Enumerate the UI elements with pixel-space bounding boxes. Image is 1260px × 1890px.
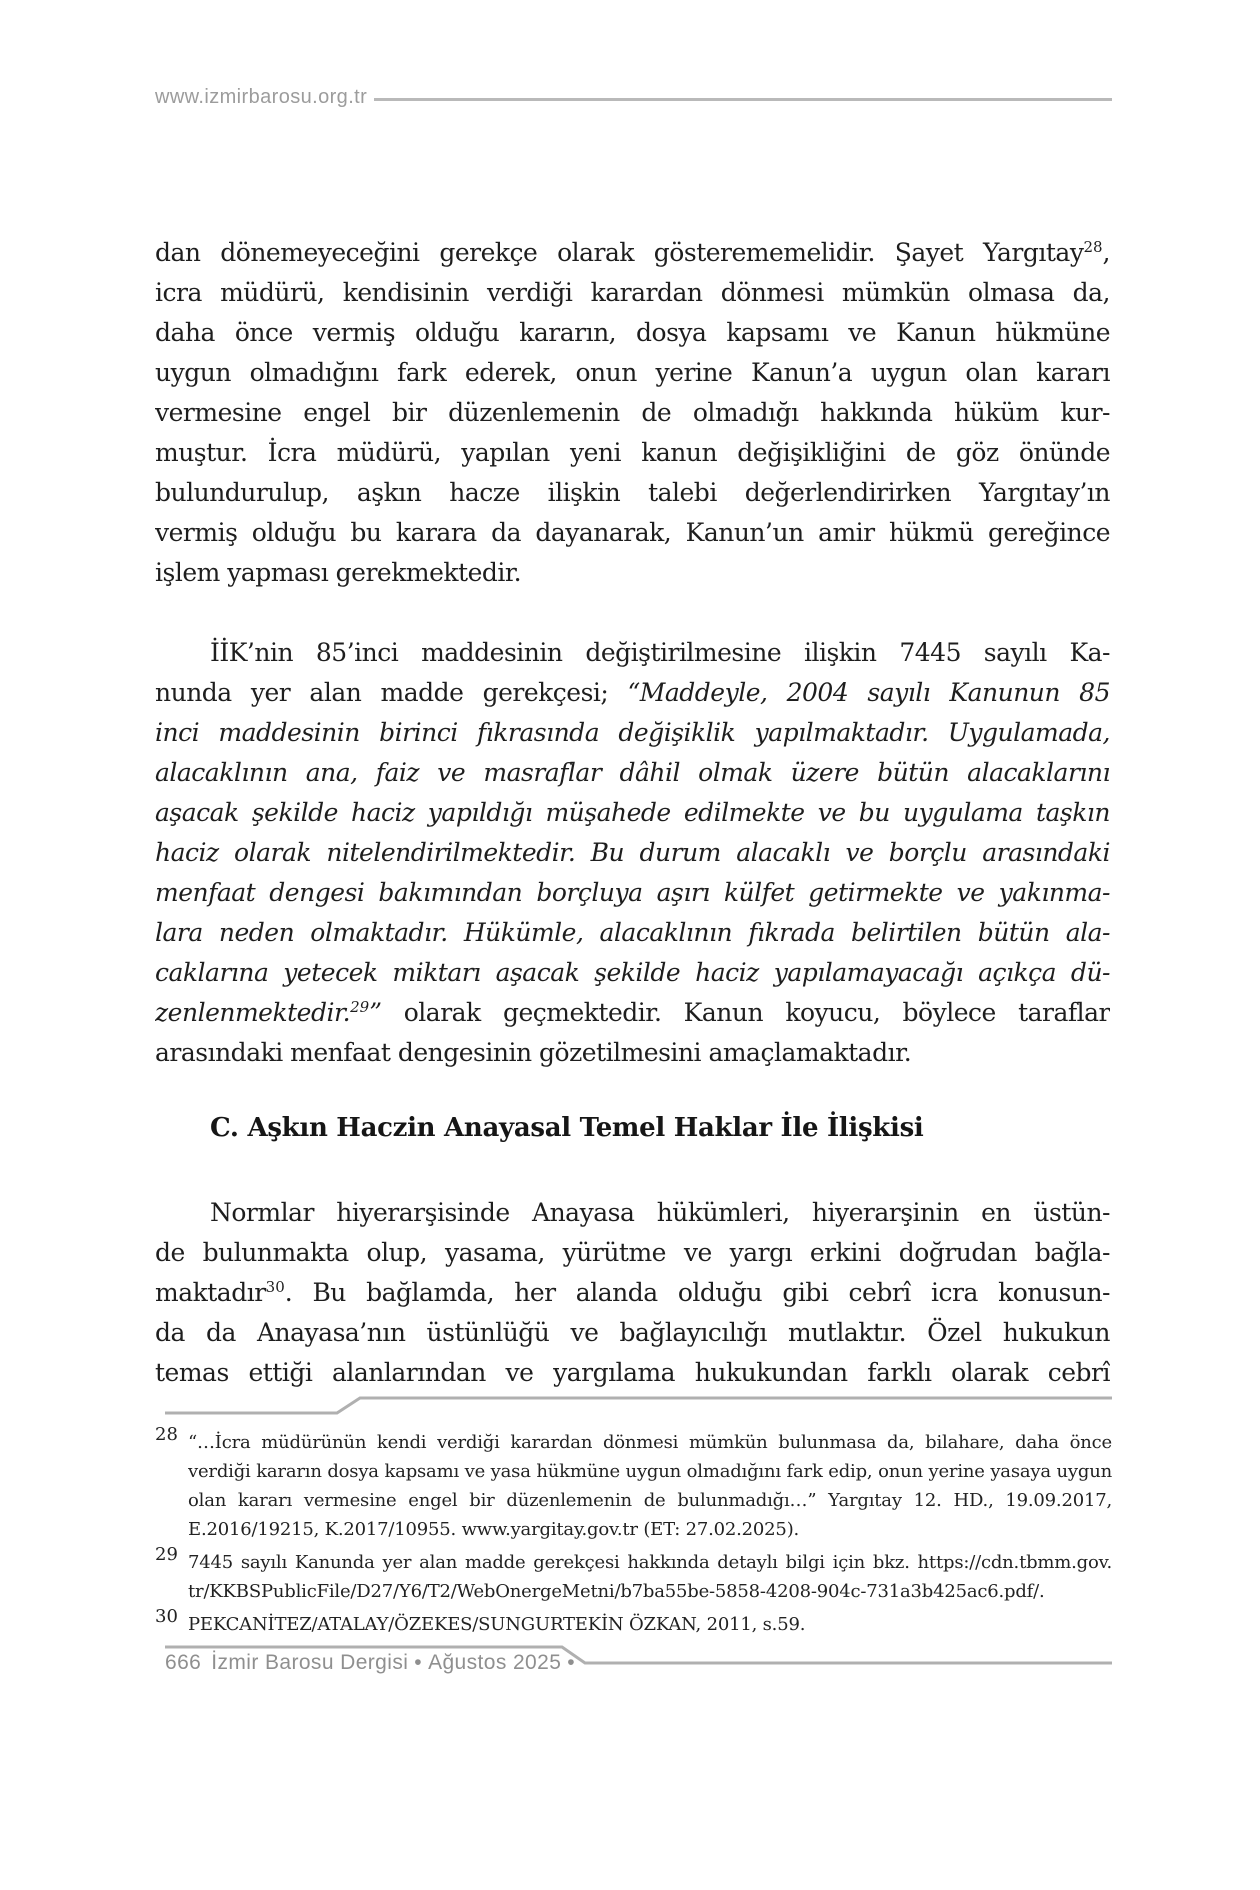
body-paragraph-1: [155, 233, 1110, 593]
text-line: [155, 753, 1110, 793]
text-segment: ,: [1102, 238, 1110, 267]
text-segment: arasındaki menfaat dengesinin gözetilmesini amaçlamaktadır.: [155, 1038, 912, 1067]
text-line: [155, 953, 1110, 993]
text-segment: icra müdürü, kendisinin verdiği karardan dönmesi mümkün olmasa da,: [155, 278, 1110, 307]
footnote-line: [188, 1515, 1112, 1544]
footnote-separator: [0, 1388, 1260, 1418]
footnote-text: [188, 1610, 1112, 1639]
footnote-line: [188, 1548, 1112, 1577]
text-segment: lara neden olmaktadır. Hükümle, alacaklının fıkrada belirtilen bütün ala-: [155, 918, 1110, 947]
text-segment: muştur. İcra müdürü, yapılan yeni kanun değişikliğini de göz önünde: [155, 438, 1110, 467]
header-rule: [374, 98, 1112, 101]
footnote-number: 29: [155, 1544, 178, 1565]
footnote-line: [188, 1577, 1112, 1606]
text-line: [155, 1233, 1110, 1273]
text-segment: aşacak şekilde haciz yapıldığı müşahede edilmekte ve bu uygulama taşkın: [155, 798, 1110, 827]
issue-date: Ağustos 2025: [428, 1651, 562, 1674]
text-line: [155, 313, 1110, 353]
text-line: [155, 393, 1110, 433]
text-line: [155, 233, 1110, 273]
text-line: [155, 433, 1110, 473]
text-segment: verdiği kararın dosya kapsamı ve yasa hükmüne uygun olmadığını fark edip, onun yerine yasaya uygun: [188, 1461, 1112, 1482]
text-segment: olan kararı vermesine engel bir düzenlemenin de bulunmadığı…” Yargıtay 12. HD., 19.09.2017,: [188, 1490, 1112, 1511]
text-segment: bulundurulup, aşkın hacze ilişkin talebi değerlendirirken Yargıtay’ın: [155, 478, 1110, 507]
text-line: [155, 793, 1110, 833]
footnote-reference: 28: [1083, 238, 1103, 256]
text-segment: “…İcra müdürünün kendi verdiği karardan dönmesi mümkün bulunmasa da, bilahare, daha önce: [188, 1432, 1112, 1453]
text-segment: olarak geçmektedir. Kanun koyucu, böylece taraflar: [381, 998, 1110, 1027]
text-line: [155, 993, 1110, 1033]
text-line: [155, 473, 1110, 513]
text-line: [155, 833, 1110, 873]
text-segment: daha önce vermiş olduğu kararın, dosya kapsamı ve Kanun hükmüne: [155, 318, 1110, 347]
text-segment: alacaklının ana, faiz ve masraflar dâhil olmak üzere bütün alacaklarını: [155, 758, 1110, 787]
text-line: [155, 353, 1110, 393]
text-line: [155, 913, 1110, 953]
section-heading: C. Aşkın Haczin Anayasal Temel Haklar İle İlişkisi: [210, 1113, 924, 1143]
text-segment: temas ettiği alanlarından ve yargılama hukukundan farklı olarak cebrî: [155, 1358, 1110, 1387]
text-line: [155, 673, 1110, 713]
footnote: [155, 1606, 1112, 1639]
text-line: [155, 1193, 1110, 1233]
text-segment: uygun olmadığını fark ederek, onun yerine Kanun’a uygun olan kararı: [155, 358, 1110, 387]
text-segment: E.2016/19215, K.2017/10955. www.yargitay.gov.tr (ET: 27.02.2025).: [188, 1519, 800, 1540]
text-segment: dan dönemeyeceğini gerekçe olarak gösterememelidir. Şayet Yargıtay: [155, 238, 1084, 267]
text-segment: işlem yapması gerekmektedir.: [155, 558, 522, 587]
text-segment: Normlar hiyerarşisinde Anayasa hükümleri, hiyerarşinin en üstün-: [210, 1198, 1110, 1227]
text-segment: caklarına yetecek miktarı aşacak şekilde haciz yapılamayacağı açıkça dü-: [155, 958, 1110, 987]
footnote: [155, 1544, 1112, 1606]
text-segment: ”: [369, 998, 382, 1027]
footnote-text: [188, 1548, 1112, 1606]
body-paragraph-3: [155, 1193, 1110, 1393]
text-line: [155, 553, 1110, 593]
text-segment: tr/KKBSPublicFile/D27/Y6/T2/WebOnergeMetni/b7ba55be-5858-4208-904c-731a3b425ac6.pdf/.: [188, 1581, 1045, 1602]
site-url: www.izmirbarosu.org.tr: [155, 86, 368, 108]
text-segment: da da Anayasa’nın üstünlüğü ve bağlayıcılığı mutlaktır. Özel hukukun: [155, 1318, 1110, 1347]
footnote-line: [188, 1428, 1112, 1457]
text-segment: “Maddeyle, 2004 sayılı Kanunun 85: [627, 678, 1110, 707]
footnote-text: [188, 1428, 1112, 1544]
text-line: [155, 633, 1110, 673]
footnote: [155, 1424, 1112, 1544]
text-segment: . Bu bağlamda, her alanda olduğu gibi cebrî icra konusun-: [284, 1278, 1110, 1307]
bullet-icon: •: [567, 1651, 576, 1674]
text-segment: nunda yer alan madde gerekçesi;: [155, 678, 628, 707]
text-segment: de bulunmakta olup, yasama, yürütme ve yargı erkini doğrudan bağla-: [155, 1238, 1110, 1267]
text-segment: vermesine engel bir düzenlemenin de olmadığı hakkında hüküm kur-: [155, 398, 1110, 427]
footnote-line: [188, 1486, 1112, 1515]
text-line: [155, 273, 1110, 313]
text-line: [155, 513, 1110, 553]
footnote-line: [188, 1610, 1112, 1639]
body-paragraph-2: [155, 633, 1110, 1073]
page-footer: [165, 1651, 581, 1675]
footnote-reference: 29: [350, 998, 370, 1016]
footnotes: [155, 1424, 1112, 1643]
footnote-number: 30: [155, 1606, 178, 1627]
text-segment: inci maddesinin birinci fıkrasında değişiklik yapılmaktadır. Uygulamada,: [155, 718, 1110, 747]
page-number: 666: [165, 1651, 202, 1674]
text-segment: zenlenmektedir.: [155, 998, 351, 1027]
text-line: [155, 1353, 1110, 1393]
text-segment: maktadır: [155, 1278, 266, 1307]
text-segment: menfaat dengesi bakımından borçluya aşırı külfet getirmekte ve yakınma-: [155, 878, 1110, 907]
page-header: [155, 86, 1112, 109]
footnote-reference: 30: [265, 1278, 285, 1296]
text-line: [155, 1273, 1110, 1313]
footnote-line: [188, 1457, 1112, 1486]
text-line: [155, 713, 1110, 753]
journal-title: İzmir Barosu Dergisi: [211, 1651, 409, 1674]
text-segment: 7445 sayılı Kanunda yer alan madde gerekçesi hakkında detaylı bilgi için bkz. https://cdn.tbmm.gov.: [188, 1552, 1112, 1573]
text-line: [155, 873, 1110, 913]
text-segment: haciz olarak nitelendirilmektedir. Bu durum alacaklı ve borçlu arasındaki: [155, 838, 1110, 867]
bullet-icon: •: [414, 1651, 423, 1674]
text-segment: İİK’nin 85’inci maddesinin değiştirilmesine ilişkin 7445 sayılı Ka-: [210, 638, 1110, 667]
text-line: [155, 1313, 1110, 1353]
text-segment: PEKCANİTEZ/ATALAY/ÖZEKES/SUNGURTEKİN ÖZKAN, 2011, s.59.: [188, 1614, 806, 1635]
text-line: [155, 1033, 1110, 1073]
footnote-number: 28: [155, 1424, 178, 1445]
text-segment: vermiş olduğu bu karara da dayanarak, Kanun’un amir hükmü gereğince: [155, 518, 1110, 547]
